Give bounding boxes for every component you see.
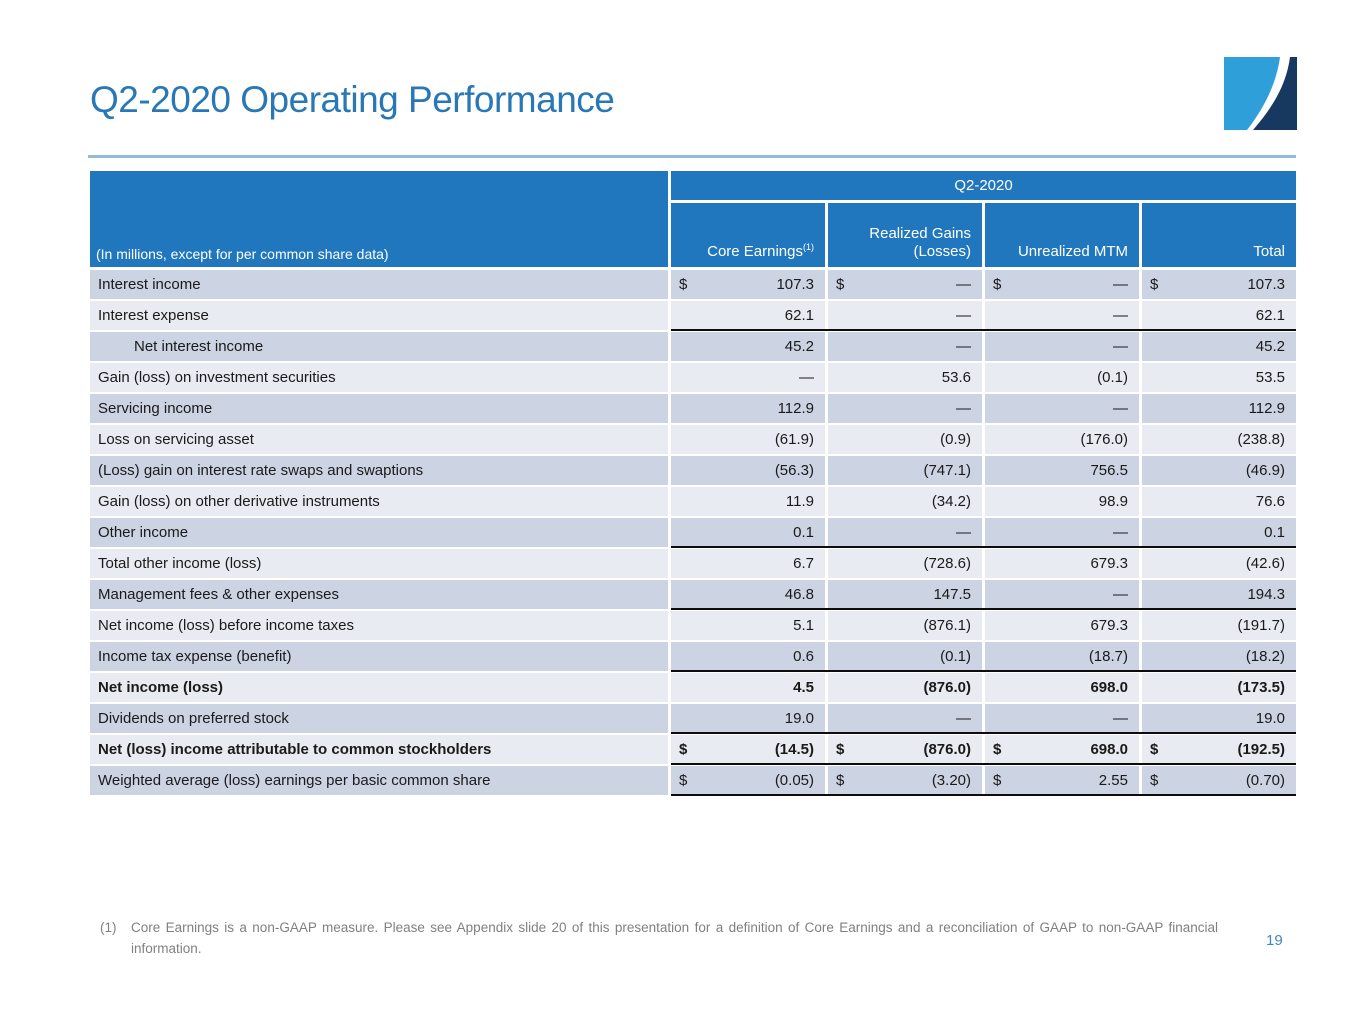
title-divider bbox=[88, 155, 1296, 158]
value-cell bbox=[1142, 363, 1296, 392]
row-label: Weighted average (loss) earnings per basic common share bbox=[90, 766, 668, 795]
cell-value: 11.9 bbox=[785, 493, 814, 510]
column-header-3: Unrealized MTM bbox=[985, 203, 1139, 267]
cell-value: (34.2) bbox=[931, 493, 971, 510]
cell-value: — bbox=[956, 338, 971, 355]
row-values bbox=[671, 456, 1296, 485]
column-header-4: Total bbox=[1142, 203, 1296, 267]
table-row bbox=[90, 363, 1296, 392]
dollar-sign: $ bbox=[993, 741, 1002, 758]
value-cell bbox=[985, 518, 1139, 547]
dollar-sign: $ bbox=[1150, 276, 1159, 293]
row-label: Net (loss) income attributable to common stockholders bbox=[90, 735, 668, 764]
cell-value: (728.6) bbox=[923, 555, 971, 572]
cell-value: 679.3 bbox=[1090, 617, 1128, 634]
value-cell bbox=[1142, 673, 1296, 702]
cell-value: 698.0 bbox=[1090, 679, 1128, 696]
value-cell bbox=[671, 580, 825, 609]
row-label: Loss on servicing asset bbox=[90, 425, 668, 454]
table-row bbox=[90, 766, 1296, 795]
value-cell bbox=[828, 766, 982, 795]
row-label: Dividends on preferred stock bbox=[90, 704, 668, 733]
cell-value: (3.20) bbox=[931, 772, 971, 789]
value-cell bbox=[671, 704, 825, 733]
cell-value: (191.7) bbox=[1237, 617, 1285, 634]
value-cell bbox=[1142, 704, 1296, 733]
row-values bbox=[671, 301, 1296, 330]
value-cell bbox=[671, 642, 825, 671]
row-values bbox=[671, 394, 1296, 423]
cell-value: (176.0) bbox=[1080, 431, 1128, 448]
cell-value: 45.2 bbox=[784, 338, 814, 355]
value-cell bbox=[828, 456, 982, 485]
row-values bbox=[671, 425, 1296, 454]
cell-value: (876.0) bbox=[923, 741, 971, 758]
cell-value: 0.6 bbox=[793, 648, 814, 665]
cell-value: 679.3 bbox=[1090, 555, 1128, 572]
row-values bbox=[671, 673, 1296, 702]
row-label: Net income (loss) before income taxes bbox=[90, 611, 668, 640]
cell-value: (0.1) bbox=[1097, 369, 1128, 386]
table-row bbox=[90, 425, 1296, 454]
footnote-marker: (1) bbox=[100, 920, 117, 935]
value-cell bbox=[1142, 332, 1296, 361]
row-label: Servicing income bbox=[90, 394, 668, 423]
cell-value: (0.05) bbox=[774, 772, 814, 789]
table-header-right bbox=[671, 171, 1296, 267]
cell-value: 107.3 bbox=[776, 276, 814, 293]
value-cell bbox=[671, 332, 825, 361]
value-cell bbox=[828, 704, 982, 733]
value-cell bbox=[1142, 270, 1296, 299]
value-cell bbox=[828, 425, 982, 454]
cell-value: 76.6 bbox=[1255, 493, 1285, 510]
table-header bbox=[90, 171, 1296, 267]
row-values bbox=[671, 549, 1296, 578]
cell-value: 147.5 bbox=[933, 586, 971, 603]
row-values bbox=[671, 270, 1296, 299]
dollar-sign: $ bbox=[679, 772, 688, 789]
cell-value: — bbox=[799, 369, 814, 386]
value-cell bbox=[1142, 735, 1296, 764]
value-cell bbox=[671, 518, 825, 547]
value-cell bbox=[985, 301, 1139, 330]
value-cell bbox=[985, 611, 1139, 640]
footnote-text: Core Earnings is a non-GAAP measure. Please see Appendix slide 20 of this presentation for a definition of Core Earnings and a reconciliation of GAAP to non-GAAP financial information. bbox=[131, 920, 1218, 956]
row-label: Interest income bbox=[90, 270, 668, 299]
value-cell bbox=[671, 363, 825, 392]
cell-value: 194.3 bbox=[1247, 586, 1285, 603]
value-cell bbox=[671, 270, 825, 299]
group-header: Q2-2020 bbox=[671, 171, 1296, 200]
cell-value: (42.6) bbox=[1245, 555, 1285, 572]
value-cell bbox=[828, 611, 982, 640]
row-values bbox=[671, 487, 1296, 516]
value-cell bbox=[985, 456, 1139, 485]
cell-value: 5.1 bbox=[793, 617, 814, 634]
cell-value: — bbox=[956, 276, 971, 293]
cell-value: 2.55 bbox=[1098, 772, 1128, 789]
value-cell bbox=[1142, 394, 1296, 423]
value-cell bbox=[671, 673, 825, 702]
dollar-sign: $ bbox=[1150, 741, 1159, 758]
cell-value: 19.0 bbox=[784, 710, 814, 727]
cell-value: 98.9 bbox=[1098, 493, 1128, 510]
value-cell bbox=[985, 425, 1139, 454]
value-cell bbox=[671, 611, 825, 640]
cell-value: — bbox=[1113, 307, 1128, 324]
cell-value: 6.7 bbox=[793, 555, 814, 572]
cell-value: 62.1 bbox=[1255, 307, 1285, 324]
table-row bbox=[90, 549, 1296, 578]
row-values bbox=[671, 735, 1296, 764]
cell-value: (238.8) bbox=[1237, 431, 1285, 448]
cell-value: — bbox=[1113, 710, 1128, 727]
cell-value: (192.5) bbox=[1237, 741, 1285, 758]
value-cell bbox=[985, 270, 1139, 299]
row-label: Gain (loss) on other derivative instruments bbox=[90, 487, 668, 516]
cell-value: (876.1) bbox=[923, 617, 971, 634]
value-cell bbox=[985, 580, 1139, 609]
table-row bbox=[90, 332, 1296, 361]
cell-value: 756.5 bbox=[1090, 462, 1128, 479]
cell-value: — bbox=[1113, 400, 1128, 417]
value-cell bbox=[828, 518, 982, 547]
value-cell bbox=[828, 270, 982, 299]
cell-value: — bbox=[956, 710, 971, 727]
cell-value: 19.0 bbox=[1255, 710, 1285, 727]
cell-value: (747.1) bbox=[923, 462, 971, 479]
value-cell bbox=[828, 673, 982, 702]
row-values bbox=[671, 363, 1296, 392]
financial-table bbox=[90, 171, 1296, 797]
cell-value: (18.2) bbox=[1245, 648, 1285, 665]
value-cell bbox=[1142, 549, 1296, 578]
row-header-label: (In millions, except for per common share data) bbox=[90, 171, 668, 267]
row-values bbox=[671, 766, 1296, 795]
cell-value: (173.5) bbox=[1237, 679, 1285, 696]
cell-value: 0.1 bbox=[793, 524, 814, 541]
value-cell bbox=[671, 487, 825, 516]
value-cell bbox=[985, 549, 1139, 578]
value-cell bbox=[828, 735, 982, 764]
cell-value: (0.1) bbox=[940, 648, 971, 665]
row-label: Income tax expense (benefit) bbox=[90, 642, 668, 671]
row-label: Total other income (loss) bbox=[90, 549, 668, 578]
cell-value: (46.9) bbox=[1245, 462, 1285, 479]
value-cell bbox=[985, 642, 1139, 671]
row-values bbox=[671, 704, 1296, 733]
value-cell bbox=[985, 487, 1139, 516]
value-cell bbox=[828, 332, 982, 361]
row-label: Net income (loss) bbox=[90, 673, 668, 702]
cell-value: 62.1 bbox=[784, 307, 814, 324]
table-row bbox=[90, 487, 1296, 516]
value-cell bbox=[671, 301, 825, 330]
cell-value: 53.6 bbox=[941, 369, 971, 386]
table-row bbox=[90, 394, 1296, 423]
dollar-sign: $ bbox=[1150, 772, 1159, 789]
value-cell bbox=[828, 487, 982, 516]
dollar-sign: $ bbox=[836, 276, 845, 293]
table-row bbox=[90, 642, 1296, 671]
dollar-sign: $ bbox=[836, 772, 845, 789]
value-cell bbox=[985, 735, 1139, 764]
value-cell bbox=[985, 363, 1139, 392]
value-cell bbox=[985, 704, 1139, 733]
value-cell bbox=[671, 549, 825, 578]
cell-value: — bbox=[956, 307, 971, 324]
cell-value: (0.9) bbox=[940, 431, 971, 448]
value-cell bbox=[1142, 425, 1296, 454]
value-cell bbox=[828, 301, 982, 330]
value-cell bbox=[1142, 301, 1296, 330]
column-header-2: Realized Gains (Losses) bbox=[828, 203, 982, 267]
page-title: Q2-2020 Operating Performance bbox=[90, 79, 615, 120]
value-cell bbox=[985, 673, 1139, 702]
cell-value: 112.9 bbox=[1248, 400, 1285, 417]
table-row bbox=[90, 735, 1296, 764]
value-cell bbox=[671, 425, 825, 454]
cell-value: (876.0) bbox=[923, 679, 971, 696]
cell-value: — bbox=[1113, 586, 1128, 603]
row-values bbox=[671, 642, 1296, 671]
cell-value: 107.3 bbox=[1247, 276, 1285, 293]
table-row bbox=[90, 301, 1296, 330]
value-cell bbox=[1142, 487, 1296, 516]
page-number: 19 bbox=[1266, 932, 1283, 949]
cell-value: 112.9 bbox=[777, 400, 814, 417]
row-label: Other income bbox=[90, 518, 668, 547]
cell-value: — bbox=[1113, 338, 1128, 355]
value-cell bbox=[985, 394, 1139, 423]
table-row bbox=[90, 704, 1296, 733]
cell-value: — bbox=[1113, 524, 1128, 541]
cell-value: 45.2 bbox=[1255, 338, 1285, 355]
column-headers bbox=[671, 203, 1296, 267]
table-row bbox=[90, 518, 1296, 547]
value-cell bbox=[828, 394, 982, 423]
value-cell bbox=[671, 394, 825, 423]
table-row bbox=[90, 456, 1296, 485]
cell-value: — bbox=[956, 524, 971, 541]
table-row bbox=[90, 580, 1296, 609]
cell-value: (14.5) bbox=[774, 741, 814, 758]
value-cell bbox=[828, 363, 982, 392]
row-label: (Loss) gain on interest rate swaps and swaptions bbox=[90, 456, 668, 485]
cell-value: (61.9) bbox=[774, 431, 814, 448]
cell-value: 53.5 bbox=[1255, 369, 1285, 386]
row-values bbox=[671, 580, 1296, 609]
value-cell bbox=[1142, 611, 1296, 640]
value-cell bbox=[1142, 456, 1296, 485]
dollar-sign: $ bbox=[679, 741, 688, 758]
value-cell bbox=[671, 456, 825, 485]
value-cell bbox=[828, 580, 982, 609]
dollar-sign: $ bbox=[993, 276, 1002, 293]
dollar-sign: $ bbox=[836, 741, 845, 758]
value-cell bbox=[1142, 766, 1296, 795]
value-cell bbox=[671, 735, 825, 764]
value-cell bbox=[985, 332, 1139, 361]
cell-value: — bbox=[1113, 276, 1128, 293]
value-cell bbox=[985, 766, 1139, 795]
value-cell bbox=[671, 766, 825, 795]
cell-value: (18.7) bbox=[1088, 648, 1128, 665]
row-values bbox=[671, 611, 1296, 640]
row-label: Gain (loss) on investment securities bbox=[90, 363, 668, 392]
cell-value: 698.0 bbox=[1090, 741, 1128, 758]
row-values bbox=[671, 518, 1296, 547]
value-cell bbox=[1142, 642, 1296, 671]
cell-value: 46.8 bbox=[784, 586, 814, 603]
value-cell bbox=[828, 549, 982, 578]
row-values bbox=[671, 332, 1296, 361]
cell-value: — bbox=[956, 400, 971, 417]
table-row bbox=[90, 611, 1296, 640]
dollar-sign: $ bbox=[679, 276, 688, 293]
cell-value: (0.70) bbox=[1245, 772, 1285, 789]
cell-value: 0.1 bbox=[1264, 524, 1285, 541]
table-body bbox=[90, 270, 1296, 795]
value-cell bbox=[1142, 518, 1296, 547]
row-label: Management fees & other expenses bbox=[90, 580, 668, 609]
table-row bbox=[90, 270, 1296, 299]
value-cell bbox=[1142, 580, 1296, 609]
row-label: Interest expense bbox=[90, 301, 668, 330]
cell-value: 4.5 bbox=[793, 679, 814, 696]
table-row bbox=[90, 673, 1296, 702]
cell-value: (56.3) bbox=[774, 462, 814, 479]
column-header-1: Core Earnings$^{(1)}$ bbox=[671, 203, 825, 267]
company-logo-icon bbox=[1224, 57, 1297, 130]
row-label: Net interest income bbox=[90, 332, 668, 361]
dollar-sign: $ bbox=[993, 772, 1002, 789]
value-cell bbox=[828, 642, 982, 671]
footnote bbox=[100, 918, 1218, 960]
